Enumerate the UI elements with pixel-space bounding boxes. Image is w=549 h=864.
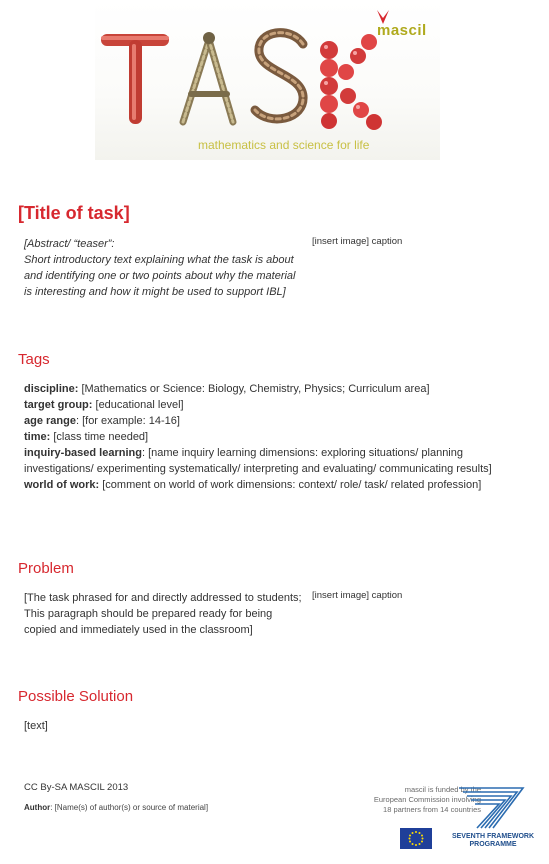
tag-age-range — [24, 413, 524, 429]
fp7-label-line-1: SEVENTH FRAMEWORK — [451, 833, 535, 840]
abstract-label: [Abstract/ “teaser”: — [24, 238, 115, 250]
letter-a-screws — [183, 32, 233, 122]
eu-flag-icon — [400, 828, 432, 849]
letter-k-raspberries — [320, 34, 382, 130]
letter-t-candy — [101, 34, 169, 124]
task-title: [Title of task] — [18, 203, 130, 223]
tag-age-range-value: : [for example: 14-16] — [75, 415, 180, 427]
tag-world-of-work-value: [comment on world of work dimensions: context/ role/ task/ related profession] — [99, 479, 482, 491]
tag-discipline-value: [Mathematics or Science: Biology, Chemistry, Physics; Curriculum area] — [78, 383, 430, 395]
author-value: : [Name(s) of author(s) or source of material] — [50, 803, 209, 812]
solution-heading: Possible Solution — [18, 688, 134, 705]
tag-ibl-label: inquiry-based learning — [24, 447, 142, 459]
author-line — [24, 803, 208, 812]
author-label: Author — [24, 803, 51, 812]
image-caption-placeholder: [insert image] caption — [312, 236, 403, 247]
solution-text: [text] — [24, 720, 48, 732]
tag-age-range-label: age range — [24, 415, 76, 427]
letter-s-rope — [255, 33, 303, 119]
tag-ibl-value: : [name inquiry learning dimensions: exploring situations/ planning investigations/ experimenting systematically/ interpreting and evaluating/ communicating results] — [24, 447, 492, 475]
task-banner — [95, 0, 440, 160]
tag-inquiry-based-learning — [24, 445, 524, 477]
abstract-text: Short introductory text explaining what the task is about and identifying one or two points about why the material is interesting and how it might be used to support IBL] — [24, 254, 296, 298]
abstract-block — [24, 236, 306, 300]
brand-name: mascil — [377, 22, 427, 39]
tag-target-group-label: target group: — [24, 399, 93, 411]
tag-world-of-work-label: world of work: — [24, 479, 100, 491]
tag-target-group-value: [educational level] — [92, 399, 184, 411]
tag-discipline — [24, 381, 524, 397]
funding-line-2: European Commission involving — [373, 795, 481, 804]
brand-tagline: mathematics and science for life — [198, 138, 370, 152]
tag-discipline-label: discipline: — [24, 383, 79, 395]
tags-heading: Tags — [18, 351, 50, 368]
tag-target-group — [24, 397, 524, 413]
funding-line-1: mascil is funded by the — [404, 785, 481, 794]
fp7-label — [445, 833, 541, 849]
tag-time-label: time: — [24, 431, 51, 443]
problem-text: [The task phrased for and directly addressed to students; This paragraph should be prepared ready for being copied and immediately used in the classroom] — [24, 592, 302, 636]
problem-heading: Problem — [18, 560, 74, 577]
funding-line-3: 18 partners from 14 countries — [383, 805, 481, 814]
tags-list — [24, 381, 524, 493]
fp7-logo-icon — [453, 780, 533, 830]
tag-time — [24, 429, 524, 445]
tag-world-of-work — [24, 477, 524, 493]
license-notice: CC By-SA MASCIL 2013 — [24, 782, 129, 793]
tag-time-value: [class time needed] — [50, 431, 149, 443]
problem-image-caption-placeholder: [insert image] caption — [312, 590, 403, 601]
fp7-label-line-2: PROGRAMME — [469, 841, 517, 848]
